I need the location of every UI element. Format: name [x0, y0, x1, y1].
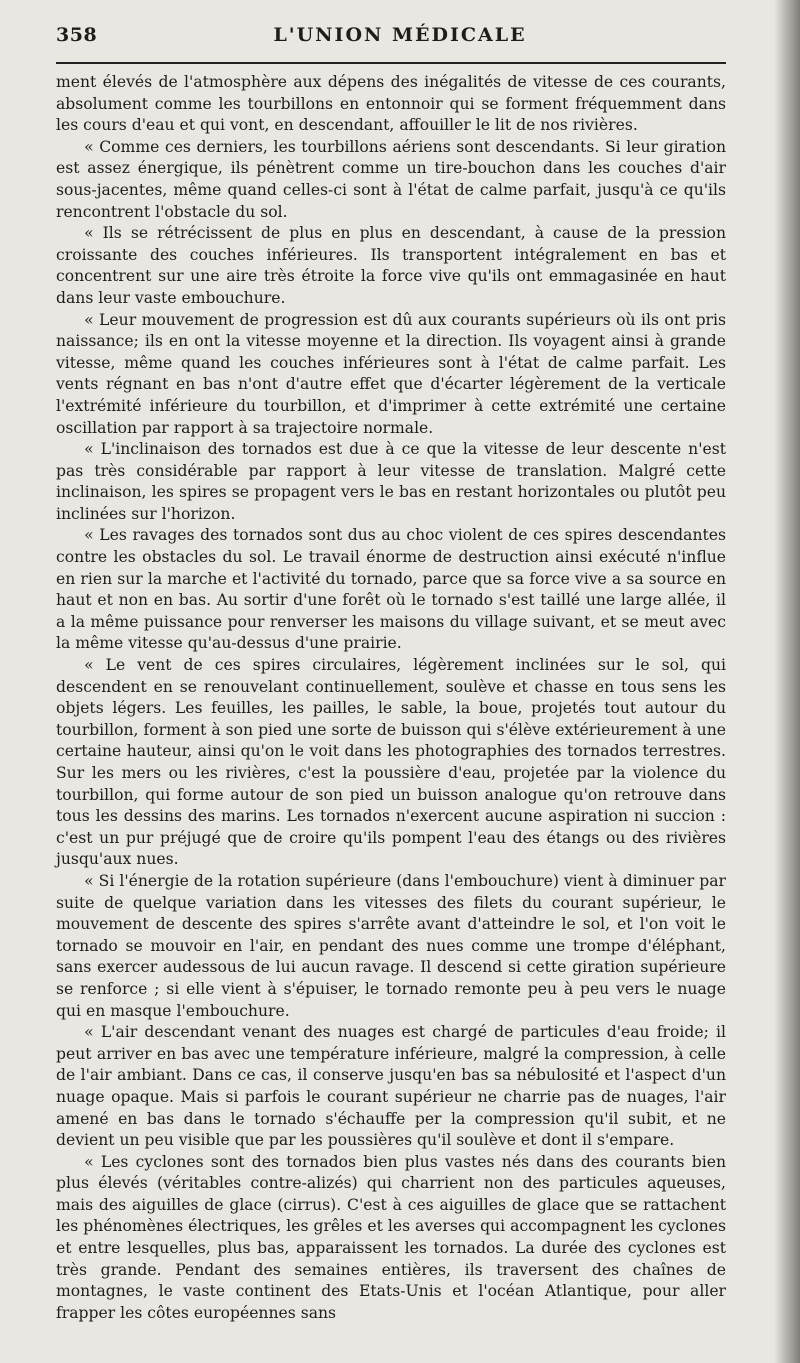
paragraph-3: « Ils se rétrécissent de plus en plus en descendant, à cause de la pression croissante des couches inférieures. Ils transportent intégralement en bas et concentrent sur une aire très étroite la force vive qu'ils ont emmagasinée en haut dans leur vaste embouchure.: [56, 224, 726, 307]
paragraph-8: « Si l'énergie de la rotation supérieure (dans l'embouchure) vient à diminuer par suite de quelque variation dans les vitesses des filets du courant supérieur, le mouvement de descente des spires s'arrête avant d'atteindre le sol, et l'on voit le tornado se mouvoir en l'air, en pendant des nues comme une trompe d'éléphant, sans exercer audessous de lui aucun ravage. Il descend si cette giration supérieure se renforce ; si elle vient à s'épuiser, le tornado remonte peu à peu vers le nuage qui en masque l'embouchure.: [56, 871, 726, 1020]
paragraph-9: « L'air descendant venant des nuages est chargé de particules d'eau froide; il peut arriver en bas avec une température inférieure, malgré la compression, à celle de l'air ambiant. Dans ce cas, il conserve jusqu'en bas sa nébulosité et l'aspect d'un nuage opaque. Mais si parfois le courant supérieur ne charrie pas de nuages, l'air amené en bas dans le tornado s'échauffe per la compression qu'il subit, et ne devient un peu visible que par les poussières qu'il soulève et dont il s'empare.: [56, 1023, 726, 1150]
paragraph-1: ment élevés de l'atmosphère aux dépens des inégalités de vitesse de ces courants, absolument comme les tourbillons en entonnoir qui se forment fréquemment dans les cours d'eau et qui vont, en descendant, affouiller le lit de nos rivières.: [56, 73, 726, 135]
paragraph-7: « Le vent de ces spires circulaires, légèrement inclinées sur le sol, qui descendent en se renouvelant continuellement, soulève et chasse en tous sens les objets légers. Les feuilles, les pailles, le sable, la boue, projetés tout autour du tourbillon, forment à son pied une sorte de buisson qui s'élève extérieurement à une certaine hauteur, ainsi qu'on le voit dans les photographies des tornados terrestres. Sur les mers ou les rivières, c'est la poussière d'eau, projetée par la violence du tourbillon, qui forme autour de son pied un buisson analogue qu'on retrouve dans tous les dessins des marins. Les tornados n'exercent aucune aspiration ni succion : c'est un pur préjugé que de croire qu'ils pompent l'eau des étangs ou des rivières jusqu'aux nues.: [56, 656, 726, 869]
paragraph-6: « Les ravages des tornados sont dus au choc violent de ces spires descendantes contre les obstacles du sol. Le travail énorme de destruction ainsi exécuté n'influe en rien sur la marche et l'activité du tornado, parce que sa force vive a sa source en haut et non en bas. Au sortir d'une forêt où le tornado s'est taillé une large allée, il a la même puissance pour renverser les maisons du village suivant, et se meut avec la même vitesse qu'au-dessus d'une prairie.: [56, 526, 726, 653]
paragraph-2: « Comme ces derniers, les tourbillons aériens sont descendants. Si leur giration est assez énergique, ils pénètrent comme un tire-bouchon dans les couches d'air sous-jacentes, même quand celles-ci sont à l'état de calme parfait, jusqu'à ce qu'ils rencontrent l'obstacle du sol.: [56, 137, 726, 221]
page-edge-shadow: [774, 0, 800, 1363]
paragraph-4: « Leur mouvement de progression est dû aux courants supérieurs où ils ont pris naissance; ils en ont la vitesse moyenne et la direction. Ils voyagent ainsi à grande vitesse, même quand les couches inférieures sont à l'état de calme parfait. Les vents régnant en bas n'ont d'autre effet que d'écarter légèrement de la verticale l'extrémité inférieure du tourbillon, et d'imprimer à cette extrémité une certaine oscillation par rapport à sa trajectoire normale.: [56, 310, 726, 437]
page-number: 358: [56, 24, 98, 46]
page-header: [0, 18, 800, 58]
paragraph-10: « Les cyclones sont des tornados bien plus vastes nés dans des courants bien plus élevés (véritables contre-alizés) qui charrient non des particules aqueuses, mais des aiguilles de glace (cirrus). C'est à ces aiguilles de glace que se rattachent les phénomènes électriques, les grêles et les averses qui accompagnent les cyclones et entre lesquelles, plus bas, apparaissent les tornados. La durée des cyclones est très grande. Pendant des semaines entières, ils traversent des chaînes de montagnes, le vaste continent des Etats-Unis et l'océan Atlantique, pour aller frapper les côtes européennes sans: [56, 1152, 726, 1322]
header-rule: [56, 62, 726, 64]
paragraph-5: « L'inclinaison des tornados est due à ce que la vitesse de leur descente n'est pas très considérable par rapport à leur vitesse de translation. Malgré cette inclinaison, les spires se propagent vers le bas en restant horizontales ou plutôt peu inclinées sur l'horizon.: [56, 440, 726, 523]
body-text: [56, 72, 726, 1324]
running-title: L'UNION MÉDICALE: [273, 24, 527, 46]
